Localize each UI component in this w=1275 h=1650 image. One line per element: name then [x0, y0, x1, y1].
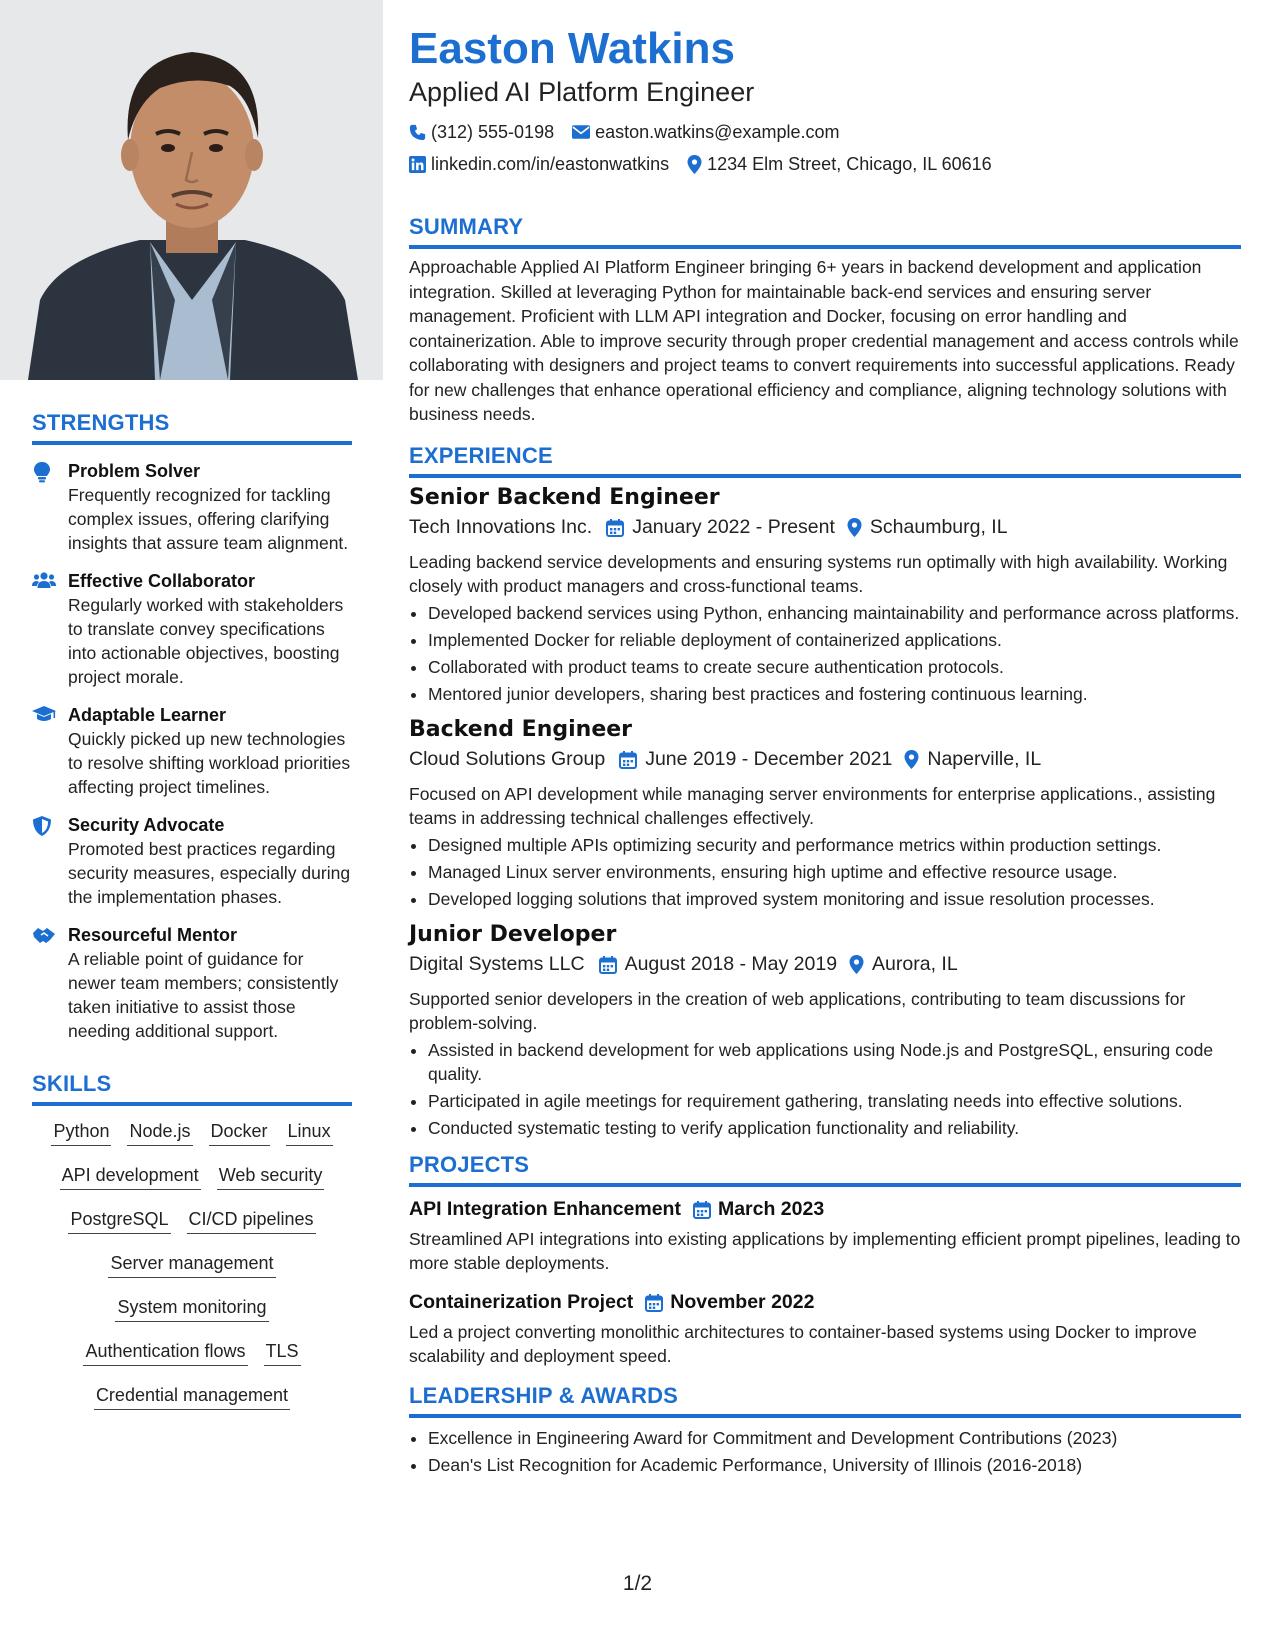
job-location: Schaumburg, IL [869, 516, 1008, 538]
phone-text: (312) 555-0198 [431, 121, 555, 142]
right-column [409, 24, 1241, 1480]
left-column [32, 410, 352, 1428]
calendar-icon [645, 1294, 663, 1312]
job-meta [409, 512, 1241, 544]
project-title: API Integration Enhancement [409, 1198, 681, 1220]
summary-heading: SUMMARY [409, 214, 1241, 249]
skill-tag: TLS [264, 1340, 301, 1366]
strength-title: Resourceful Mentor [68, 925, 238, 945]
awards-heading: LEADERSHIP & AWARDS [409, 1383, 1241, 1418]
job-dates: June 2019 - December 2021 [645, 748, 893, 770]
job-bullet: • Participated in agile meetings for requirement gathering, translating needs into effective solutions. [428, 1089, 1241, 1113]
job-bullet: • Implemented Docker for reliable deployment of containerized applications. [428, 628, 1241, 652]
address-contact [687, 154, 992, 175]
calendar-icon [693, 1201, 711, 1219]
handshake-icon [32, 925, 56, 945]
projects-heading: PROJECTS [409, 1152, 1241, 1187]
map-pin-icon [687, 155, 702, 174]
strength-item [32, 923, 352, 1043]
strength-desc: Regularly worked with stakeholders to translate convey specifications into actionable objectives, boosting project morale. [68, 595, 344, 687]
calendar-icon [606, 519, 624, 537]
job-entry [409, 921, 1241, 1140]
strength-item [32, 813, 352, 909]
skill-tag: Docker [209, 1120, 270, 1146]
job-bullet: • Assisted in backend development for web applications using Node.js and PostgreSQL, ensuring code quality. [428, 1038, 1241, 1086]
job-bullet: • Developed backend services using Python, enhancing maintainability and performance across platforms. [428, 601, 1241, 625]
job-dates: January 2022 - Present [632, 516, 835, 538]
map-pin-icon [849, 955, 864, 974]
job-meta [409, 744, 1241, 776]
strength-desc: Quickly picked up new technologies to resolve shifting workload priorities affecting project timelines. [68, 729, 351, 797]
skills-list [32, 1120, 352, 1410]
envelope-icon [572, 125, 590, 139]
job-bullet: • Managed Linux server environments, ensuring high uptime and effective resource usage. [428, 860, 1241, 884]
skill-tag: Authentication flows [83, 1340, 247, 1366]
project-entry [409, 1288, 1241, 1369]
contact-row [409, 116, 1241, 148]
skill-tag: Credential management [94, 1384, 290, 1410]
strength-title: Effective Collaborator [68, 571, 256, 591]
job-title: Senior Backend Engineer [409, 484, 720, 510]
linkedin-text: linkedin.com/in/eastonwatkins [431, 153, 670, 174]
job-title: Backend Engineer [409, 716, 633, 742]
project-title: Containerization Project [409, 1291, 634, 1313]
strength-title: Security Advocate [68, 815, 225, 835]
strength-item [32, 459, 352, 555]
users-icon [32, 571, 56, 589]
job-meta [409, 949, 1241, 981]
skill-tag: CI/CD pipelines [187, 1208, 316, 1234]
linkedin-icon [409, 156, 426, 173]
strength-item [32, 703, 352, 799]
shield-icon [32, 815, 52, 837]
strength-title: Problem Solver [68, 461, 201, 481]
job-bullets [409, 833, 1241, 911]
skill-tag: API development [60, 1164, 201, 1190]
map-pin-icon [904, 750, 919, 769]
project-header [409, 1195, 1241, 1225]
job-bullet: • Conducted systematic testing to verify application functionality and reliability. [428, 1116, 1241, 1140]
job-location: Naperville, IL [927, 748, 1042, 770]
job-company: Tech Innovations Inc. [409, 516, 593, 538]
job-entry [409, 484, 1241, 706]
strength-item [32, 569, 352, 689]
candidate-name: Easton Watkins [409, 24, 735, 73]
portrait-image [0, 0, 383, 380]
strength-title: Adaptable Learner [68, 705, 227, 725]
phone-icon [409, 124, 426, 141]
skill-tag: PostgreSQL [68, 1208, 170, 1234]
candidate-role: Applied AI Platform Engineer [409, 77, 755, 107]
skill-tag: Web security [217, 1164, 325, 1190]
experience-heading: EXPERIENCE [409, 443, 1241, 478]
skill-tag: System monitoring [115, 1296, 268, 1322]
strength-desc: Promoted best practices regarding security measures, especially during the implementation phases. [68, 839, 351, 907]
email-contact[interactable] [572, 122, 839, 143]
awards-list [409, 1426, 1241, 1477]
job-location: Aurora, IL [872, 953, 958, 975]
skill-tag: Python [51, 1120, 111, 1146]
job-description: Supported senior developers in the creation of web applications, contributing to team discussions for problem-solving. [409, 988, 1186, 1033]
project-entry [409, 1195, 1241, 1276]
project-header [409, 1288, 1241, 1318]
calendar-icon [619, 751, 637, 769]
job-company: Digital Systems LLC [409, 953, 585, 975]
job-title: Junior Developer [409, 921, 617, 947]
skills-heading: SKILLS [32, 1071, 352, 1106]
job-entry [409, 716, 1241, 911]
job-bullets [409, 601, 1241, 706]
job-bullet: • Developed logging solutions that improved system monitoring and issue resolution processes. [428, 887, 1241, 911]
job-bullet: • Collaborated with product teams to create secure authentication protocols. [428, 655, 1241, 679]
strengths-heading: STRENGTHS [32, 410, 352, 445]
project-description: Streamlined API integrations into existing applications by implementing efficient prompt pipelines, leading to more stable deployments. [409, 1228, 1241, 1273]
job-bullets [409, 1038, 1241, 1140]
job-bullet: • Designed multiple APIs optimizing security and performance metrics within production settings. [428, 833, 1241, 857]
award-item: • Excellence in Engineering Award for Commitment and Development Contributions (2023) [428, 1426, 1241, 1450]
project-description: Led a project converting monolithic architectures to container-based systems using Docker to improve scalability and deployment speed. [409, 1321, 1197, 1366]
phone-contact[interactable] [409, 122, 554, 143]
job-dates: August 2018 - May 2019 [624, 953, 838, 975]
award-item: • Dean's List Recognition for Academic Performance, University of Illinois (2016-2018) [428, 1453, 1241, 1477]
lightbulb-icon [32, 461, 52, 483]
email-text: easton.watkins@example.com [595, 121, 840, 142]
contact-row [409, 148, 1241, 180]
calendar-icon [599, 956, 617, 974]
graduation-cap-icon [32, 705, 56, 723]
map-pin-icon [847, 518, 862, 537]
job-bullet: • Mentored junior developers, sharing best practices and fostering continuous learning. [428, 682, 1241, 706]
project-date: March 2023 [717, 1198, 825, 1220]
strength-desc: A reliable point of guidance for newer team members; consistently taken initiative to assist those needing additional support. [68, 949, 339, 1041]
page-number: 1/2 [622, 1572, 653, 1595]
address-text: 1234 Elm Street, Chicago, IL 60616 [707, 153, 992, 174]
linkedin-contact[interactable] [409, 154, 669, 175]
skill-tag: Linux [286, 1120, 333, 1146]
profile-photo [0, 0, 383, 380]
skill-tag: Node.js [127, 1120, 192, 1146]
strength-desc: Frequently recognized for tackling complex issues, offering clarifying insights that assure team alignment. [68, 485, 349, 553]
project-date: November 2022 [670, 1291, 815, 1313]
job-company: Cloud Solutions Group [409, 748, 606, 770]
job-description: Leading backend service developments and ensuring systems run optimally with high availability. Working closely with product managers and cross-functional teams. [409, 551, 1228, 596]
skill-tag: Server management [108, 1252, 275, 1278]
job-description: Focused on API development while managing server environments for enterprise applications., assisting teams in addressing technical challenges effectively. [409, 783, 1216, 828]
summary-text: Approachable Applied AI Platform Engineer bringing 6+ years in backend development and application integration. Skilled at leveraging Python for maintainable back-end services and ensuring server management. Proficient with LLM API integration and Docker, focusing on error handling and containerization. Able to improve security through proper credential management and access controls while collaborating with designers and project teams to convert requirements into successful applications. Ready for new challenges that enhance operational efficiency and compliance, aligning technology solutions with business needs. [409, 257, 1239, 424]
